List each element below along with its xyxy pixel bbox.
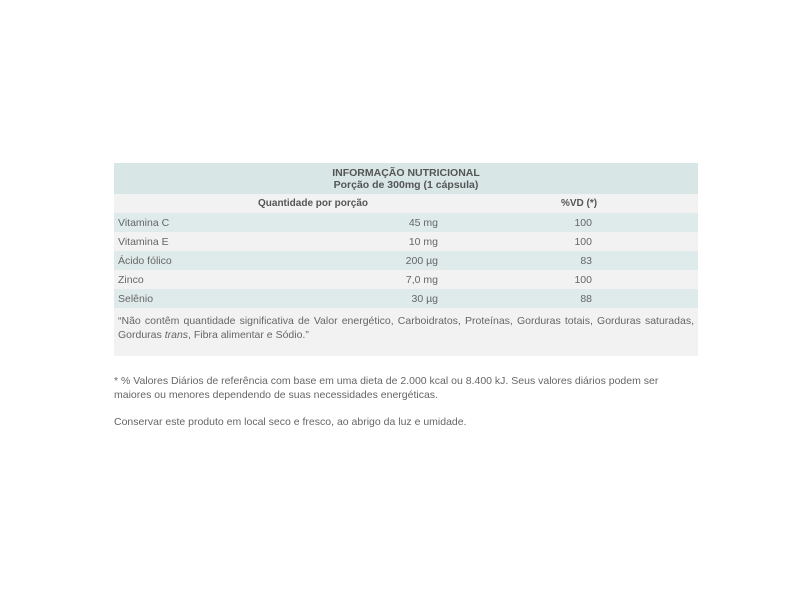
table-row [114,289,698,308]
header-quantity: Quantidade por porção [114,194,438,213]
nutrient-name: Zinco [114,270,268,289]
quantity-value: 45 mg [408,216,438,229]
footnotes [114,374,698,442]
note-italic: trans [164,329,189,341]
nutrient-quantity [268,232,438,251]
nutrient-name: Ácido fólico [114,251,268,270]
serving-size: Porção de 300mg (1 cápsula) [333,178,479,191]
nutrient-vd [438,213,698,232]
nutrient-name: Selênio [114,289,268,308]
header-vd: %VD (*) [438,194,698,213]
nutrient-name: Vitamina C [114,213,268,232]
nutrient-quantity [268,251,438,270]
table-header-row [114,194,698,213]
nutrient-vd [438,289,698,308]
table-row [114,270,698,289]
nutrient-name: Vitamina E [114,232,268,251]
vd-value: 100 [574,216,592,229]
table-row [114,251,698,270]
table-row [114,232,698,251]
nutrient-quantity [268,289,438,308]
vd-value: 100 [574,273,592,286]
quantity-value: 10 mg [408,235,438,248]
nutrition-table [114,163,698,356]
table-note [114,308,698,356]
table-title: INFORMAÇÃO NUTRICIONAL [332,166,480,179]
nutrient-vd [438,270,698,289]
nutrient-quantity [268,270,438,289]
nutrient-vd [438,251,698,270]
nutrient-vd [438,232,698,251]
table-row [114,213,698,232]
quantity-value: 200 µg [405,254,438,267]
table-note-row [114,308,698,356]
note-text-end: , Fibra alimentar e Sódio.” [188,329,309,341]
vd-reference-note: * % Valores Diários de referência com base em uma dieta de 2.000 kcal ou 8.400 kJ. Seus valores diários podem ser maiores ou menores dependendo de suas necessidades energéticas. [114,375,659,401]
vd-value: 83 [580,254,592,267]
table-title-cell [114,163,698,194]
nutrient-quantity [268,213,438,232]
quantity-value: 7,0 mg [405,273,438,286]
table-title-row [114,163,698,194]
quantity-value: 30 µg [411,292,438,305]
note-text: “Não contêm quantidade significativa de Valor energético, Carboidratos, Proteínas, Gorduras totais, Gorduras saturadas, Gorduras [118,315,694,341]
storage-instructions: Conservar este produto em local seco e fresco, ao abrigo da luz e umidade. [114,416,467,428]
vd-value: 100 [574,235,592,248]
vd-value: 88 [580,292,592,305]
